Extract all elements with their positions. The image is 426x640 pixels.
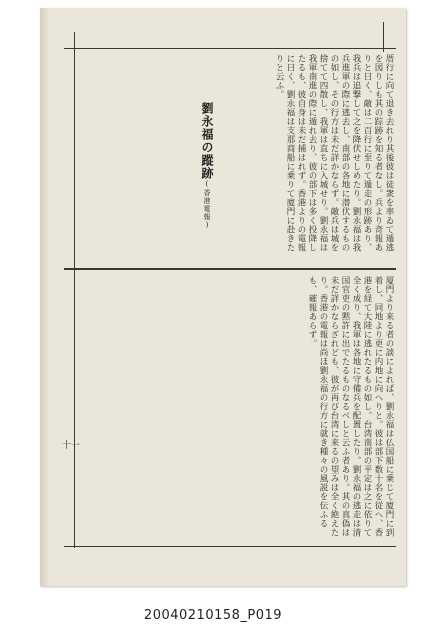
article-text-top: 厝行に向て退き去れり其後彼は徒衆を率ゐて遁逃を図りしも其の踪跡を知る者なし。兵より奇報ありと曰く、敵は二百行に至りて遁走の形跡あり、我兵は追撃して之を降伏せしめたり。劉永福は我兵進軍の際に逃去し、南部の各地に潜伏するものの如し、その行方は未だ詳かならず。敵兵は城を捨てて四散し、我軍は直ちに入城せり。劉永福は我軍南進の際に遁れ去り、彼の部下は多く投降したるも、彼自身は未だ捕はれず。香港よりの電報に曰く、劉永福は支那商船に乗りて廈門に赴きたりと云ふ。 — [274, 54, 394, 252]
margin-rule — [74, 32, 75, 548]
header-rule — [383, 22, 384, 52]
article-text-bottom: 厦門より来る者の談によれば、劉永福は仏国船に乗じて廈門に到着し、同地より更に内地に向へりと。彼は部下数十名を従へ、香港を経て大陸に逃れたるもの如し。台湾南部の平定は之に依りて全く成り、我軍は各地に守備兵を配置したり。劉永福の逃走は清国官吏の黙許に出でたるものなるべしと云ふ者あり。其の真偽は未だ詳かならざれども、彼が再び台湾に来るの望みは全く絶えたり。香港の電報は尚ほ劉永福の行方に就き種々の風説を伝ふるも、確報あらず。 — [307, 276, 394, 537]
page-binding-shadow — [40, 8, 50, 586]
article-headline — [199, 102, 216, 230]
top-rule — [64, 48, 396, 49]
headline-note: (香港電報) — [203, 180, 211, 230]
middle-rule — [64, 268, 396, 270]
document-page — [40, 8, 406, 586]
bottom-rule — [64, 546, 396, 547]
headline-text: 劉永福の蹤跡 — [200, 102, 214, 180]
image-caption: 20040210158_P019 — [143, 608, 283, 623]
page-number: 十一 — [62, 441, 81, 451]
